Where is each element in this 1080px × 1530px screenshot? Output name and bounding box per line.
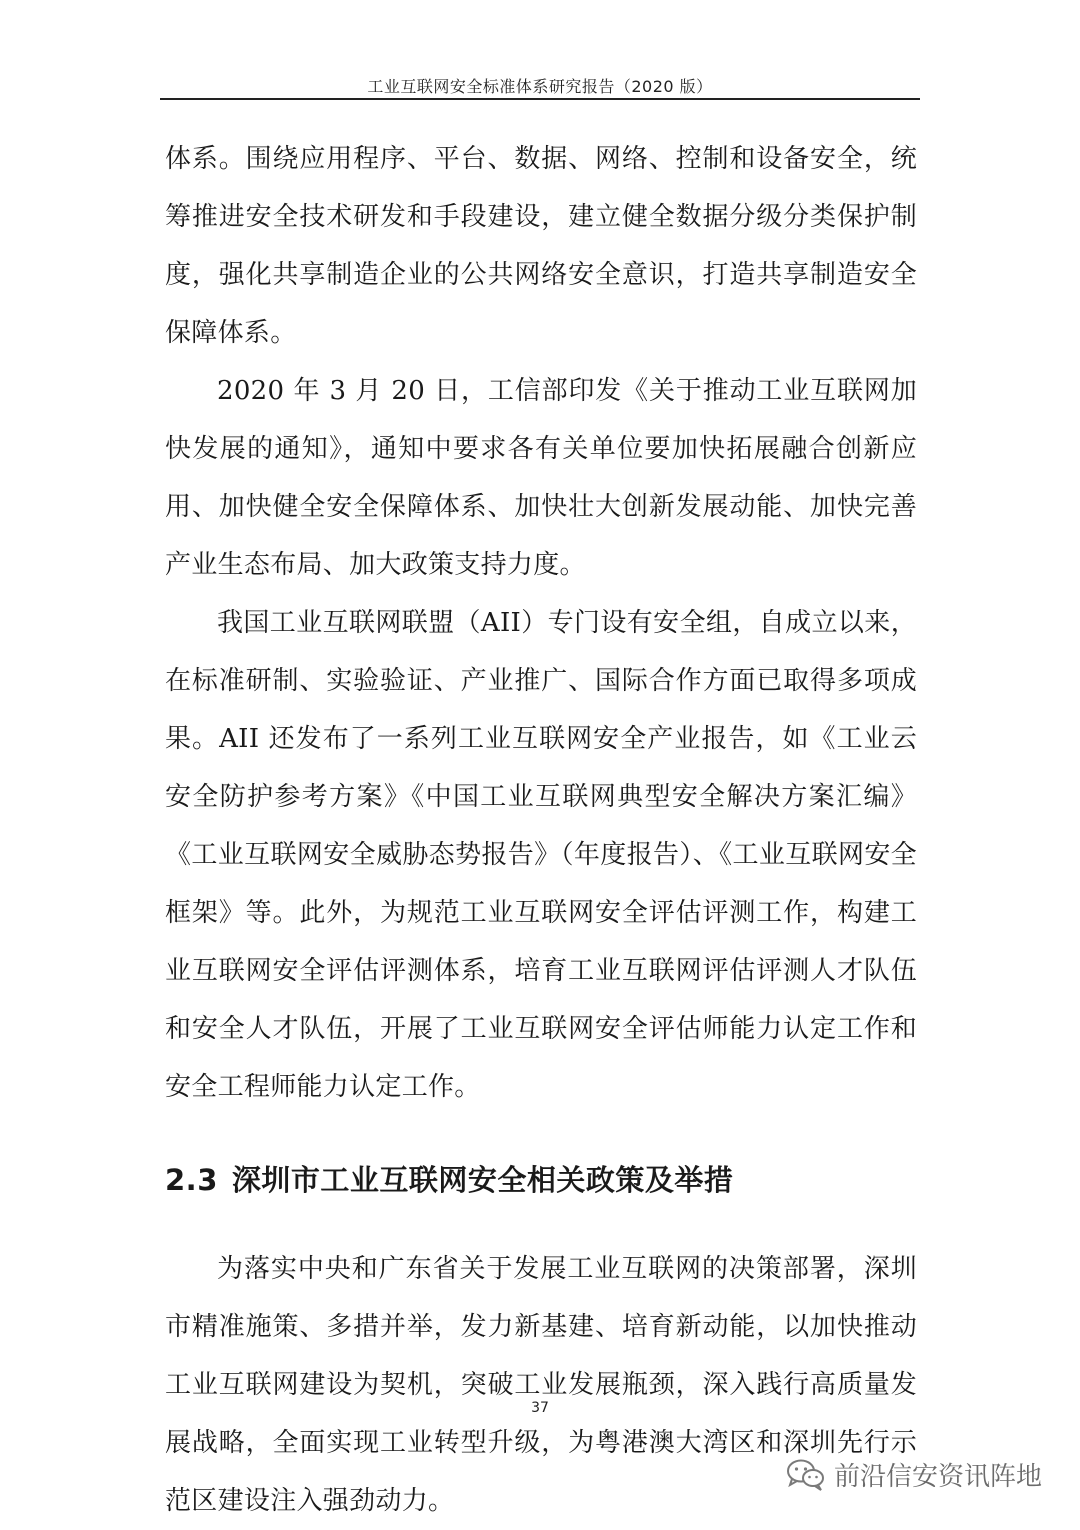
watermark-text: 前沿信安资讯阵地 xyxy=(833,1462,1042,1492)
paragraph-notice: 2020 年 3 月 20 日，工信部印发《关于推动工业互联网加快发展的通知》，通知中要求各有关单位要加快拓展融合创新应用、加快健全安全保障体系、加快壮大创新发展动能、加快完善产业生态布局、加大政策支持力度。 xyxy=(165,376,917,580)
paragraph-aii: 我国工业互联网联盟（AII）专门设有安全组，自成立以来，在标准研制、实验验证、产业推广、国际合作方面已取得多项成果。AII 还发布了一系列工业互联网安全产业报告，如《工业云安全防护参考方案》《中国工业互联网典型安全解决方案汇编》《工业互联网安全威胁态势报告》（年度报告）、《工业互联网安全框架》等。此外，为规范工业互联网安全评估评测工作，构建工业互联网安全评估评测体系，培育工业互联网评估评测人才队伍和安全人才队伍，开展了工业互联网安全评估师能力认定工作和安全工程师能力认定工作。 xyxy=(165,608,917,1102)
section-number: 2.3 xyxy=(165,1163,218,1197)
running-header: 工业互联网安全标准体系研究报告（2020 版） xyxy=(367,77,713,96)
header-rule xyxy=(160,98,920,100)
wechat-icon xyxy=(786,1458,826,1492)
paragraph-shenzhen: 为落实中央和广东省关于发展工业互联网的决策部署，深圳市精准施策、多措并举，发力新基建、培育新动能，以加快推动工业互联网建设为契机，突破工业发展瓶颈，深入践行高质量发展战略，全面实现工业转型升级，为粤港澳大湾区和深圳先行示范区建设注入强劲动力。 xyxy=(165,1254,917,1516)
document-body xyxy=(165,130,917,1530)
section-heading xyxy=(165,1160,917,1200)
page-number: 37 xyxy=(531,1400,549,1416)
watermark xyxy=(786,1456,1042,1493)
section-title: 深圳市工业互联网安全相关政策及举措 xyxy=(231,1163,734,1197)
paragraph-continued: 体系。围绕应用程序、平台、数据、网络、控制和设备安全，统筹推进安全技术研发和手段建设，建立健全数据分级分类保护制度，强化共享制造企业的公共网络安全意识，打造共享制造安全保障体系。 xyxy=(165,144,917,348)
